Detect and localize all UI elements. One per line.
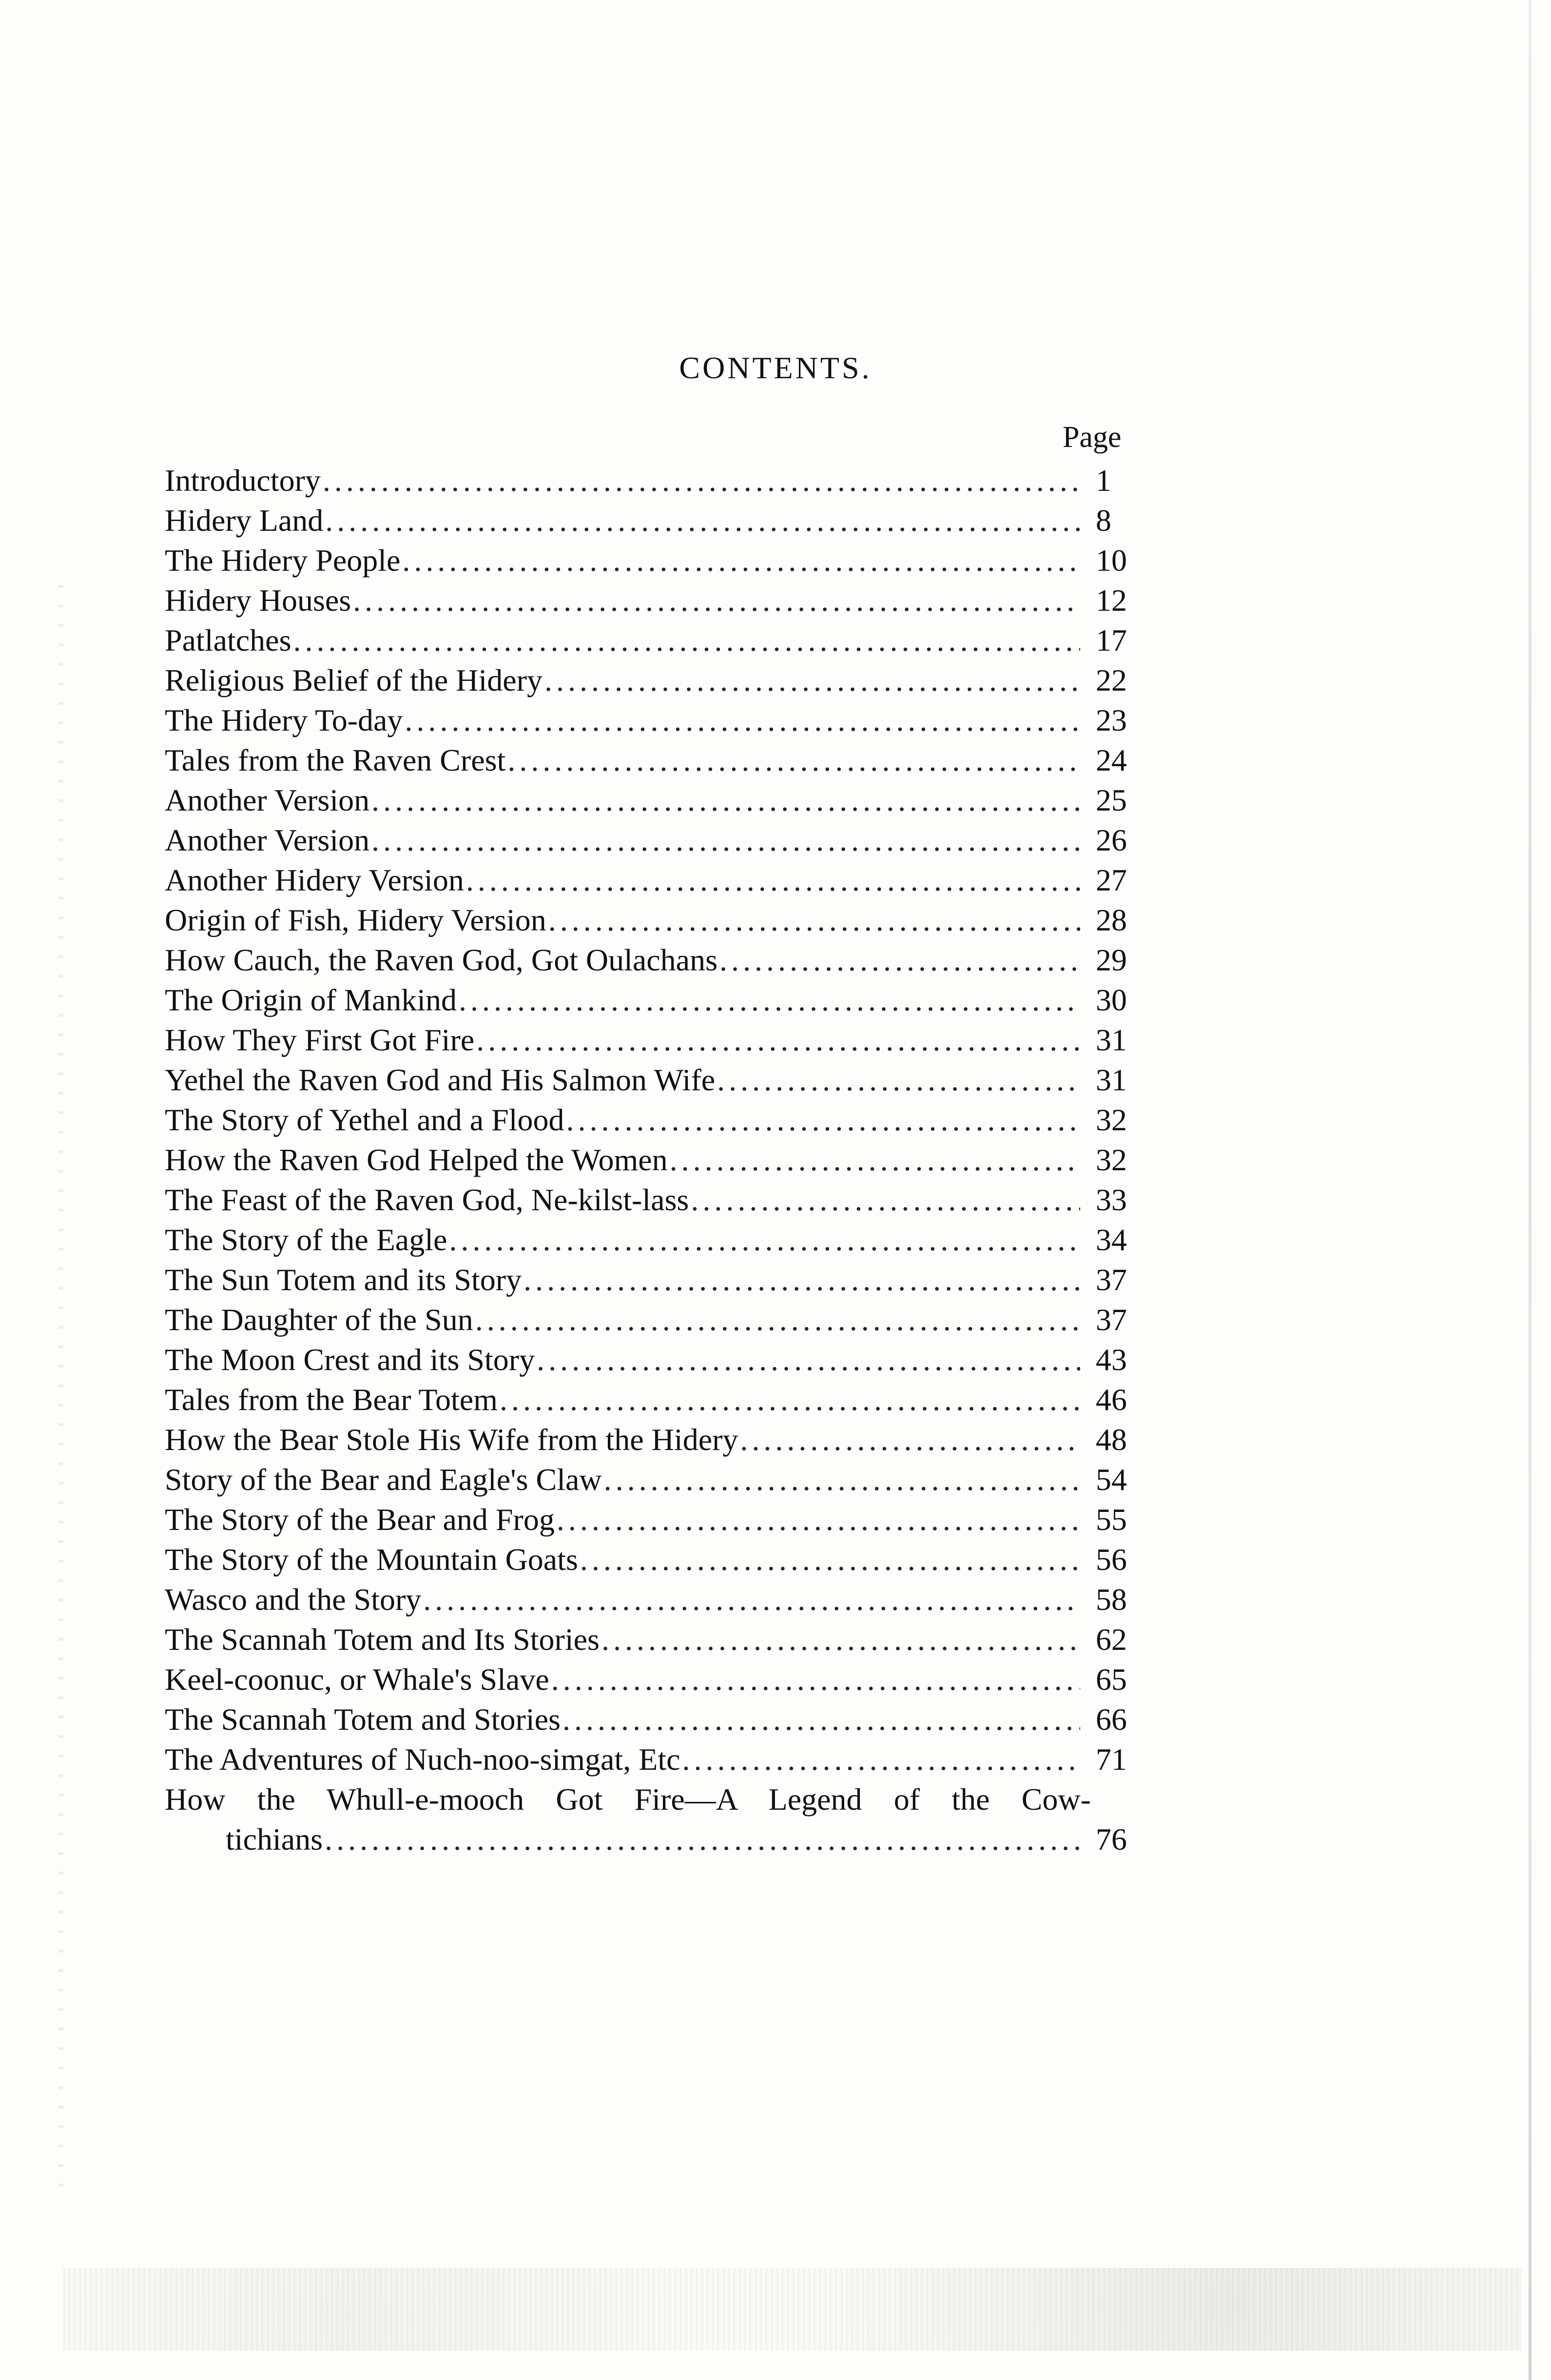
leader-dots bbox=[507, 740, 1080, 780]
toc-entry-page: 32 bbox=[1096, 1103, 1127, 1137]
toc-entry-title: How the Raven God Helped the Women bbox=[165, 1142, 668, 1177]
toc-entry-title: The Feast of the Raven God, Ne-kilst-lass bbox=[165, 1182, 689, 1217]
toc-entry bbox=[165, 1020, 1149, 1060]
toc-entry-page: 37 bbox=[1096, 1262, 1127, 1297]
toc-entry-title: The Daughter of the Sun bbox=[165, 1302, 473, 1337]
leader-dots bbox=[353, 580, 1080, 620]
toc-entry-page: 65 bbox=[1096, 1662, 1127, 1697]
toc-entry bbox=[165, 940, 1149, 980]
toc-entry-page: 27 bbox=[1096, 863, 1127, 897]
toc-entry-title: The Scannah Totem and Its Stories bbox=[165, 1622, 600, 1657]
toc-entry-title: Another Version bbox=[165, 823, 370, 857]
toc-entry-title: The Sun Totem and its Story bbox=[165, 1262, 522, 1297]
toc-entry bbox=[165, 1500, 1149, 1540]
toc-entry-title: The Adventures of Nuch-noo-simgat, Etc bbox=[165, 1742, 680, 1777]
toc-entry-page: 66 bbox=[1096, 1702, 1127, 1737]
toc-entry-page: 28 bbox=[1096, 903, 1127, 937]
toc-entry-multiline-cont bbox=[165, 1819, 1149, 1859]
leader-dots bbox=[580, 1540, 1080, 1580]
leader-dots bbox=[557, 1500, 1080, 1540]
toc-entry bbox=[165, 1620, 1149, 1660]
leader-dots bbox=[548, 900, 1080, 940]
leader-dots bbox=[325, 501, 1080, 541]
toc-entry-multiline-first bbox=[165, 1780, 1149, 1819]
toc-entry-title: The Story of the Eagle bbox=[165, 1222, 447, 1257]
toc-entry bbox=[165, 1060, 1149, 1100]
leader-dots bbox=[323, 461, 1080, 501]
leader-dots bbox=[466, 860, 1080, 900]
leader-dots bbox=[691, 1180, 1080, 1220]
toc-entry-page: 56 bbox=[1096, 1542, 1127, 1577]
toc-entry-page: 1 bbox=[1096, 463, 1111, 498]
leader-dots bbox=[293, 620, 1080, 660]
leader-dots bbox=[523, 1260, 1080, 1300]
toc-entry-page: 71 bbox=[1096, 1742, 1127, 1777]
toc-entry-page: 29 bbox=[1096, 943, 1127, 977]
leader-dots bbox=[475, 1300, 1080, 1340]
toc-entry-page: 24 bbox=[1096, 743, 1127, 777]
toc-entry bbox=[165, 1540, 1149, 1580]
toc-entry-title-line2: tichians bbox=[226, 1822, 323, 1857]
toc-entry-page: 12 bbox=[1096, 583, 1127, 618]
toc-entry-title-line1: How the Whull-e-mooch Got Fire—A Legend of the Cow- bbox=[165, 1782, 1091, 1817]
toc-entry-title: The Hidery To-day bbox=[165, 703, 403, 737]
toc-entry bbox=[165, 860, 1149, 900]
toc-entry bbox=[165, 1740, 1149, 1780]
toc-entry bbox=[165, 1140, 1149, 1180]
toc-entry-title: Wasco and the Story bbox=[165, 1582, 422, 1617]
toc-entry bbox=[165, 900, 1149, 940]
leader-dots bbox=[402, 541, 1080, 580]
toc-entry-title: The Hidery People bbox=[165, 543, 401, 578]
leader-dots bbox=[566, 1100, 1081, 1140]
toc-entry-page: 48 bbox=[1096, 1422, 1127, 1457]
leader-dots bbox=[500, 1380, 1080, 1420]
toc-entry-page: 58 bbox=[1096, 1582, 1127, 1617]
leader-dots bbox=[604, 1460, 1080, 1500]
toc-entry-title: Tales from the Raven Crest bbox=[165, 743, 506, 777]
leader-dots bbox=[682, 1740, 1081, 1780]
toc-entry-page: 55 bbox=[1096, 1502, 1127, 1537]
toc-entry bbox=[165, 580, 1149, 620]
leader-dots bbox=[449, 1220, 1080, 1260]
scan-margin-specks bbox=[58, 585, 63, 2193]
toc-entry-page: 46 bbox=[1096, 1382, 1127, 1417]
toc-entry-page: 10 bbox=[1096, 543, 1127, 578]
toc-entry-page: 31 bbox=[1096, 1023, 1127, 1057]
toc-entry-title: How the Bear Stole His Wife from the Hidery bbox=[165, 1422, 738, 1457]
leader-dots bbox=[371, 780, 1080, 820]
leader-dots bbox=[405, 700, 1080, 740]
toc-entry bbox=[165, 700, 1149, 740]
toc-entry-title: The Story of Yethel and a Flood bbox=[165, 1103, 564, 1137]
leader-dots bbox=[601, 1620, 1080, 1660]
toc-entry bbox=[165, 820, 1149, 860]
leader-dots bbox=[551, 1660, 1080, 1700]
contents-heading: CONTENTS. bbox=[679, 350, 872, 385]
toc-entry-title: Introductory bbox=[165, 463, 321, 498]
toc-entry-page: 76 bbox=[1096, 1822, 1127, 1857]
toc-entry-page: 54 bbox=[1096, 1462, 1127, 1497]
toc-entry-page: 32 bbox=[1096, 1142, 1127, 1177]
toc-entry bbox=[165, 541, 1149, 580]
toc-entry-title: Another Version bbox=[165, 783, 370, 817]
toc-entry-title: Origin of Fish, Hidery Version bbox=[165, 903, 546, 937]
toc-entry-title: Religious Belief of the Hidery bbox=[165, 663, 543, 697]
toc-entry bbox=[165, 1220, 1149, 1260]
toc-entry-page: 23 bbox=[1096, 703, 1127, 737]
toc-entry bbox=[165, 1460, 1149, 1500]
leader-dots bbox=[537, 1340, 1080, 1380]
toc-entry bbox=[165, 1660, 1149, 1700]
toc-entry-title: Yethel the Raven God and His Salmon Wife bbox=[165, 1063, 716, 1097]
toc-entry bbox=[165, 1340, 1149, 1380]
toc-entry-page: 43 bbox=[1096, 1342, 1127, 1377]
toc-entry bbox=[165, 620, 1149, 660]
scan-bottom-noise bbox=[63, 2268, 1522, 2351]
toc-entry-title: Hidery Land bbox=[165, 503, 324, 538]
toc-entry-title: The Scannah Totem and Stories bbox=[165, 1702, 561, 1737]
leader-dots bbox=[740, 1420, 1080, 1460]
toc-entry-title: The Origin of Mankind bbox=[165, 983, 457, 1017]
toc-entry-page: 62 bbox=[1096, 1622, 1127, 1657]
toc-entry-page: 30 bbox=[1096, 983, 1127, 1017]
toc-entry-page: 25 bbox=[1096, 783, 1127, 817]
page-column-label: Page bbox=[1063, 421, 1122, 454]
toc-entry-page: 31 bbox=[1096, 1063, 1127, 1097]
toc-entry bbox=[165, 1100, 1149, 1140]
toc-entry-page: 34 bbox=[1096, 1222, 1127, 1257]
leader-dots bbox=[325, 1819, 1080, 1859]
toc-entry-page: 37 bbox=[1096, 1302, 1127, 1337]
toc-entry bbox=[165, 1420, 1149, 1460]
toc-entry bbox=[165, 1700, 1149, 1740]
leader-dots bbox=[719, 940, 1080, 980]
leader-dots bbox=[459, 980, 1080, 1020]
toc-entry bbox=[165, 780, 1149, 820]
toc-entry-page: 22 bbox=[1096, 663, 1127, 697]
table-of-contents bbox=[165, 461, 1149, 1859]
toc-entry-title: Patlatches bbox=[165, 623, 291, 658]
toc-entry-title: Another Hidery Version bbox=[165, 863, 464, 897]
toc-entry bbox=[165, 1380, 1149, 1420]
toc-entry bbox=[165, 1180, 1149, 1220]
toc-entry-page: 33 bbox=[1096, 1182, 1127, 1217]
toc-entry-title: Tales from the Bear Totem bbox=[165, 1382, 498, 1417]
toc-entry-title: The Story of the Bear and Frog bbox=[165, 1502, 555, 1537]
toc-entry-title: How Cauch, the Raven God, Got Oulachans bbox=[165, 943, 717, 977]
toc-entry-title: The Moon Crest and its Story bbox=[165, 1342, 535, 1377]
toc-entry-title: Keel-coonuc, or Whale's Slave bbox=[165, 1662, 549, 1697]
leader-dots bbox=[670, 1140, 1080, 1180]
toc-entry bbox=[165, 501, 1149, 541]
toc-entry-title: The Story of the Mountain Goats bbox=[165, 1542, 578, 1577]
toc-entry bbox=[165, 1580, 1149, 1620]
toc-entry bbox=[165, 461, 1149, 501]
leader-dots bbox=[717, 1060, 1080, 1100]
toc-entry bbox=[165, 740, 1149, 780]
toc-entry-title: How They First Got Fire bbox=[165, 1023, 475, 1057]
toc-entry-page: 26 bbox=[1096, 823, 1127, 857]
toc-entry-title: Hidery Houses bbox=[165, 583, 351, 618]
toc-entry bbox=[165, 1260, 1149, 1300]
toc-entry-page: 8 bbox=[1096, 503, 1111, 538]
leader-dots bbox=[423, 1580, 1080, 1620]
leader-dots bbox=[562, 1700, 1080, 1740]
toc-entry bbox=[165, 660, 1149, 700]
toc-entry bbox=[165, 980, 1149, 1020]
leader-dots bbox=[544, 660, 1080, 700]
leader-dots bbox=[476, 1020, 1080, 1060]
leader-dots bbox=[371, 820, 1080, 860]
toc-entry-page: 17 bbox=[1096, 623, 1127, 658]
toc-entry bbox=[165, 1300, 1149, 1340]
toc-entry-title: Story of the Bear and Eagle's Claw bbox=[165, 1462, 602, 1497]
